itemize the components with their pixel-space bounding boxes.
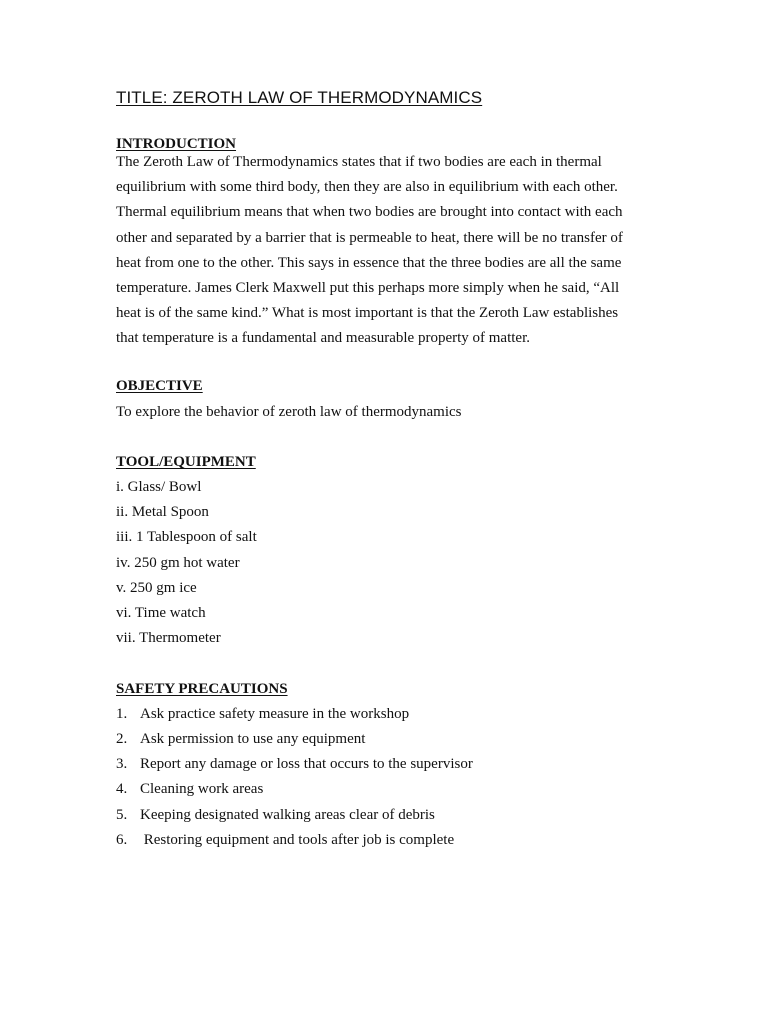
safety-item-number: 4. bbox=[116, 781, 128, 797]
safety-item bbox=[116, 704, 409, 724]
introduction-line: that temperature is a fundamental and measurable property of matter. bbox=[116, 330, 531, 347]
safety-item bbox=[116, 830, 454, 850]
introduction-line: heat is of the same kind.” What is most important is that the Zeroth Law establishes bbox=[116, 305, 619, 322]
safety-item bbox=[116, 779, 263, 799]
introduction-line: equilibrium with some third body, then they are also in equilibrium with each other. bbox=[116, 179, 618, 196]
equipment-item: iv. 250 gm hot water bbox=[116, 555, 240, 571]
safety-item-text: Ask permission to use any equipment bbox=[140, 731, 366, 747]
introduction-line: The Zeroth Law of Thermodynamics states that if two bodies are each in thermal bbox=[116, 154, 602, 170]
introduction-line: other and separated by a barrier that is permeable to heat, there will be no transfer of bbox=[116, 229, 623, 246]
introduction-heading: INTRODUCTION bbox=[116, 136, 237, 152]
equipment-item: iii. 1 Tablespoon of salt bbox=[116, 529, 257, 545]
safety-heading: SAFETY PRECAUTIONS bbox=[116, 681, 288, 697]
equipment-heading: TOOL/EQUIPMENT bbox=[116, 454, 256, 470]
safety-item-text: Cleaning work areas bbox=[140, 781, 264, 797]
safety-item bbox=[116, 754, 473, 774]
equipment-item: i. Glass/ Bowl bbox=[116, 479, 202, 495]
equipment-item: ii. Metal Spoon bbox=[116, 504, 209, 520]
equipment-item: v. 250 gm ice bbox=[116, 580, 197, 596]
safety-item-text: Keeping designated walking areas clear of debris bbox=[140, 807, 435, 823]
safety-item-number: 5. bbox=[116, 807, 128, 823]
safety-item bbox=[116, 805, 435, 825]
safety-item-number: 2. bbox=[116, 731, 128, 747]
equipment-item: vi. Time watch bbox=[116, 605, 206, 621]
document-title: TITLE: ZEROTH LAW OF THERMODYNAMICS bbox=[116, 88, 483, 107]
objective-text: To explore the behavior of zeroth law of thermodynamics bbox=[116, 404, 462, 420]
safety-item bbox=[116, 729, 365, 749]
objective-heading: OBJECTIVE bbox=[116, 378, 203, 394]
equipment-item: vii. Thermometer bbox=[116, 630, 221, 646]
safety-item-text: Report any damage or loss that occurs to the supervisor bbox=[140, 756, 473, 772]
introduction-line: heat from one to the other. This says in essence that the three bodies are all the same bbox=[116, 254, 622, 271]
introduction-paragraph bbox=[116, 150, 656, 352]
safety-item-number: 6. bbox=[116, 832, 128, 848]
introduction-line: temperature. James Clerk Maxwell put this perhaps more simply when he said, “All bbox=[116, 280, 620, 297]
safety-item-number: 1. bbox=[116, 706, 128, 722]
introduction-line: Thermal equilibrium means that when two bodies are brought into contact with each bbox=[116, 204, 623, 221]
safety-item-text: Ask practice safety measure in the workshop bbox=[140, 706, 410, 722]
safety-item-text: Restoring equipment and tools after job is complete bbox=[140, 832, 455, 848]
safety-item-number: 3. bbox=[116, 756, 128, 772]
